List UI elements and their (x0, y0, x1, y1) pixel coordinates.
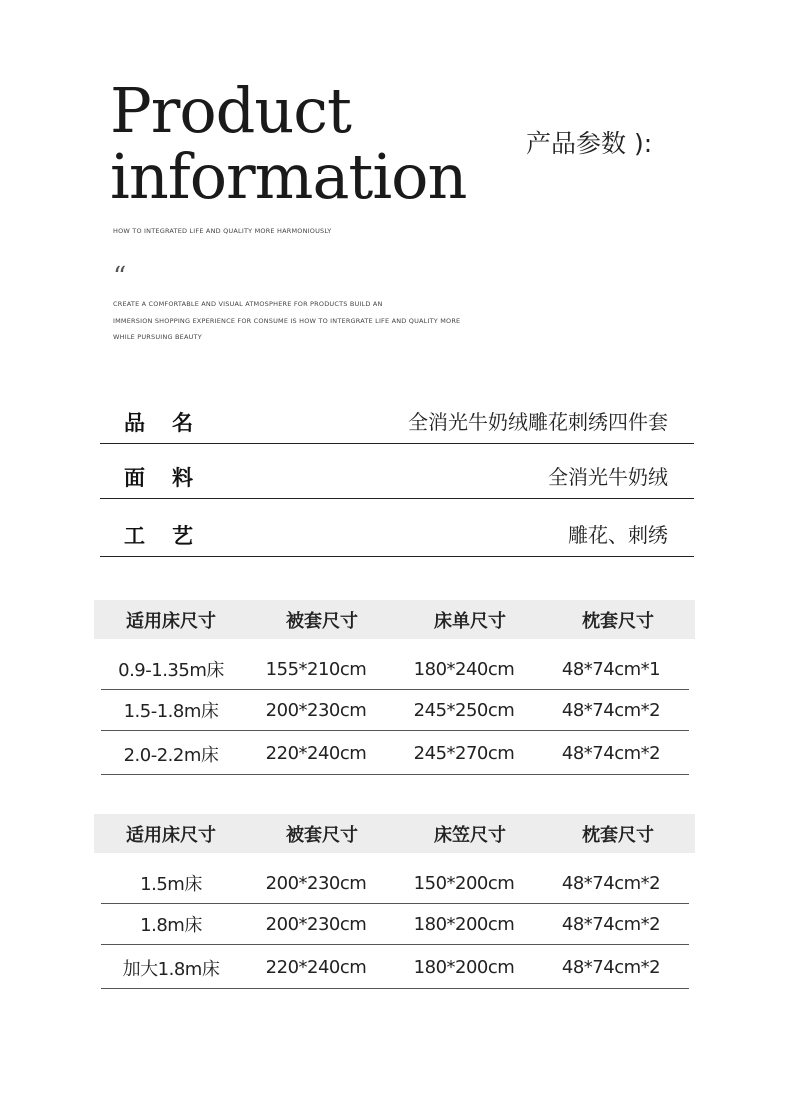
size-table-fitted (94, 814, 695, 991)
table-cell: 48*74cm*2 (561, 699, 661, 721)
table-header-cell: 适用床尺寸 (126, 824, 216, 846)
table-cell: 220*240cm (265, 957, 367, 978)
spec-row-craft (100, 510, 694, 557)
table-cell: 150*200cm (413, 872, 515, 894)
table-cell: 加大1.8m床 (122, 958, 220, 980)
table-header-cell: 床笠尺寸 (434, 824, 506, 846)
table-row (101, 863, 689, 904)
table-header (94, 600, 695, 639)
paragraph-line: IMMERSION SHOPPING EXPERIENCE FOR CONSUME IS HOW TO INTERGRATE LIFE AND QUALITY MORE (113, 316, 461, 325)
spec-label: 工 艺 (124, 524, 193, 548)
table-cell: 2.0-2.2m床 (123, 744, 219, 766)
spec-label: 品 名 (124, 411, 193, 435)
table-cell: 48*74cm*2 (561, 743, 661, 764)
table-row (101, 690, 689, 731)
table-cell: 48*74cm*2 (561, 913, 661, 935)
table-header-cell: 适用床尺寸 (126, 610, 216, 632)
spec-value: 雕花、刺绣 (568, 523, 668, 547)
intro-paragraph (113, 296, 533, 346)
spec-row-name (100, 397, 694, 444)
size-table-sheet (94, 600, 695, 776)
spec-value: 全消光牛奶绒雕花刺绣四件套 (408, 410, 668, 434)
tagline: HOW TO INTEGRATED LIFE AND QUALITY MORE HARMONIOUSLY (113, 227, 332, 235)
table-cell: 48*74cm*1 (561, 658, 661, 680)
table-header-cell: 床单尺寸 (434, 610, 506, 632)
table-header-cell: 被套尺寸 (286, 824, 358, 846)
table-row (101, 649, 689, 690)
table-cell: 200*230cm (265, 913, 367, 935)
paragraph-line: CREATE A COMFORTABLE AND VISUAL ATMOSPHERE FOR PRODUCTS BUILD AN (113, 300, 383, 308)
table-cell: 220*240cm (265, 743, 367, 764)
table-row (101, 947, 689, 989)
table-cell: 48*74cm*2 (561, 872, 661, 894)
table-cell: 48*74cm*2 (561, 957, 661, 978)
table-row (101, 733, 689, 775)
table-cell: 180*200cm (413, 957, 515, 978)
table-cell: 180*240cm (413, 658, 515, 680)
quote-icon: “ (113, 262, 127, 292)
title-line-2: information (110, 140, 467, 213)
table-cell: 200*230cm (265, 872, 367, 894)
table-header-cell: 枕套尺寸 (582, 610, 654, 632)
cn-heading: 产品参数 ): (526, 129, 653, 158)
paragraph-line: WHILE PURSUING BEAUTY (113, 333, 202, 341)
table-header-cell: 枕套尺寸 (582, 824, 654, 846)
spec-value: 全消光牛奶绒 (548, 465, 668, 489)
table-cell: 1.5-1.8m床 (123, 701, 219, 722)
table-header (94, 814, 695, 853)
table-header-cell: 被套尺寸 (286, 610, 358, 632)
spec-row-fabric (100, 452, 694, 499)
title-line-1: Product (110, 74, 351, 147)
page-title (110, 74, 467, 213)
table-cell: 155*210cm (265, 658, 367, 680)
table-cell: 1.5m床 (140, 874, 202, 895)
table-cell: 245*270cm (413, 743, 515, 764)
table-cell: 180*200cm (413, 913, 515, 935)
table-row (101, 904, 689, 945)
table-cell: 200*230cm (265, 699, 367, 721)
table-cell: 0.9-1.35m床 (118, 660, 224, 681)
table-cell: 1.8m床 (140, 915, 202, 936)
table-cell: 245*250cm (413, 699, 515, 721)
spec-label: 面 料 (124, 466, 193, 490)
